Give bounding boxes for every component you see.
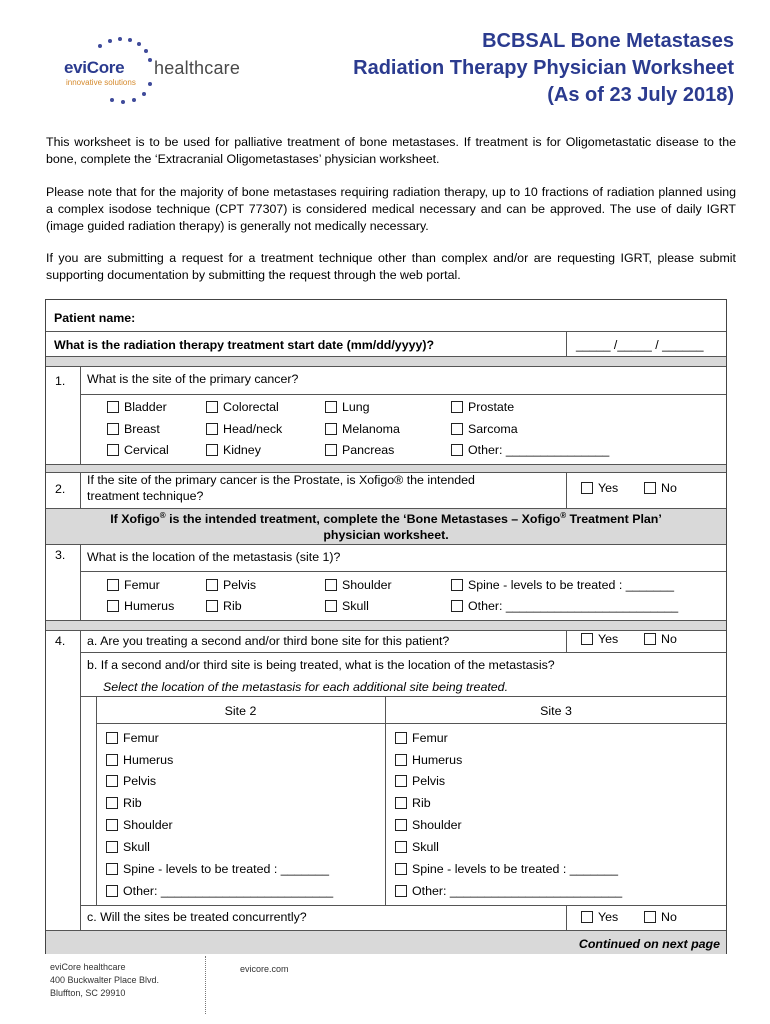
q2-number: 2. xyxy=(55,482,66,496)
site-3-option-label: Skull xyxy=(412,840,439,854)
q1-site-option-label: Other: _______________ xyxy=(468,443,610,457)
q2-text-line-1: If the site of the primary cancer is the Prostate, is Xofigo® the intended xyxy=(87,473,475,487)
site-3-checkbox[interactable] xyxy=(395,885,407,897)
q3-location-option-label: Spine - levels to be treated : _______ xyxy=(468,578,674,592)
start-date-question: What is the radiation therapy treatment start date (mm/dd/yyyy)? xyxy=(54,338,435,352)
site-3-checkbox[interactable] xyxy=(395,863,407,875)
site-2-option-label: Humerus xyxy=(123,753,174,767)
site-3-option-label: Pelvis xyxy=(412,774,446,788)
site-3-option-label: Other: _________________________ xyxy=(412,884,623,898)
site-3-checkbox[interactable] xyxy=(395,797,407,809)
q1-site-option-label: Sarcoma xyxy=(468,422,518,436)
q3-location-option-label: Humerus xyxy=(124,599,175,613)
q1-site-option-label: Colorectal xyxy=(223,400,279,414)
q3-location-checkbox[interactable] xyxy=(107,579,119,591)
q1-text: What is the site of the primary cancer? xyxy=(87,372,299,386)
site-2-header: Site 2 xyxy=(224,704,257,718)
q3-location-option-label: Pelvis xyxy=(223,578,257,592)
q4b-text: b. If a second and/or third site is being treated, what is the location of the metastasis? xyxy=(87,658,555,672)
q3-location-option-label: Other: _________________________ xyxy=(468,599,679,613)
xofigo-note-line-2: physician worksheet. xyxy=(323,528,449,542)
site-2-option-label: Skull xyxy=(123,840,150,854)
q1-site-checkbox[interactable] xyxy=(325,423,337,435)
q4c-yes-checkbox[interactable] xyxy=(581,911,593,923)
q3-location-checkbox[interactable] xyxy=(107,600,119,612)
q1-site-checkbox[interactable] xyxy=(107,444,119,456)
q2-yes-label: Yes xyxy=(598,481,619,495)
q2-no-checkbox[interactable] xyxy=(644,482,656,494)
q1-site-checkbox[interactable] xyxy=(451,423,463,435)
registered-mark: ® xyxy=(159,511,166,520)
q3-location-option-label: Skull xyxy=(342,599,369,613)
evicore-logo xyxy=(60,36,260,108)
xofigo-note-part-a: If Xofigo xyxy=(110,512,160,527)
q3-location-checkbox[interactable] xyxy=(206,579,218,591)
document-title xyxy=(353,28,734,109)
q1-site-option-label: Lung xyxy=(342,400,370,414)
xofigo-note-part-c: Treatment Plan’ xyxy=(566,512,662,527)
site-2-option-label: Shoulder xyxy=(123,818,173,832)
site-3-option-label: Femur xyxy=(412,731,448,745)
logo-brand-suffix: healthcare xyxy=(154,58,241,78)
site-3-checkbox[interactable] xyxy=(395,732,407,744)
site-2-checkbox[interactable] xyxy=(106,885,118,897)
q1-site-option-label: Cervical xyxy=(124,443,169,457)
q1-site-checkbox[interactable] xyxy=(206,401,218,413)
site-2-checkbox[interactable] xyxy=(106,841,118,853)
q1-site-option-label: Head/neck xyxy=(223,422,283,436)
q1-site-checkbox[interactable] xyxy=(325,401,337,413)
q1-site-option-label: Kidney xyxy=(223,443,261,457)
q3-location-checkbox[interactable] xyxy=(451,579,463,591)
site-3-option-label: Shoulder xyxy=(412,818,462,832)
q1-site-checkbox[interactable] xyxy=(206,444,218,456)
footer-website[interactable]: evicore.com xyxy=(240,964,289,974)
q3-location-option-label: Rib xyxy=(223,599,242,613)
site-2-checkbox[interactable] xyxy=(106,797,118,809)
site-2-checkbox[interactable] xyxy=(106,863,118,875)
separator-band xyxy=(46,464,726,472)
site-2-option-label: Spine - levels to be treated : _______ xyxy=(123,862,329,876)
intro-paragraph-2: Please note that for the majority of bone metastases requiring radiation therapy, up to 10 fractions of radiation planned using a complex isodose technique (CPT 77307) is considered medical necessary and can be approved. The use of daily IGRT (image guided radiation therapy) is generally not medically necessary. xyxy=(46,185,736,233)
title-line-3: (As of 23 July 2018) xyxy=(547,84,734,106)
site-3-checkbox[interactable] xyxy=(395,841,407,853)
footer-address xyxy=(50,961,159,1000)
q1-site-checkbox[interactable] xyxy=(451,401,463,413)
site-2-checkbox[interactable] xyxy=(106,754,118,766)
q1-site-checkbox[interactable] xyxy=(325,444,337,456)
xofigo-note-part-b: is the intended treatment, complete the ‘Bone Metastases – Xofigo xyxy=(165,512,561,527)
q1-site-option-label: Pancreas xyxy=(342,443,395,457)
site-2-option-label: Pelvis xyxy=(123,774,157,788)
site-3-checkbox[interactable] xyxy=(395,775,407,787)
footer-divider xyxy=(205,956,206,1014)
patient-name-label: Patient name: xyxy=(54,311,136,325)
q4-number: 4. xyxy=(55,634,66,648)
q3-location-option-label: Femur xyxy=(124,578,160,592)
site-3-option-label: Humerus xyxy=(412,753,463,767)
q3-location-option-label: Shoulder xyxy=(342,578,392,592)
worksheet-form xyxy=(45,299,727,954)
q1-site-option-label: Melanoma xyxy=(342,422,400,436)
site-3-option-label: Rib xyxy=(412,796,431,810)
footer-street: 400 Buckwalter Place Blvd. xyxy=(50,975,160,985)
q1-site-checkbox[interactable] xyxy=(107,401,119,413)
q2-yes-checkbox[interactable] xyxy=(581,482,593,494)
q3-location-checkbox[interactable] xyxy=(325,600,337,612)
q1-site-option-label: Bladder xyxy=(124,400,167,414)
site-3-checkbox[interactable] xyxy=(395,754,407,766)
intro-paragraph-3: If you are submitting a request for a treatment technique other than complex and/or are requesting IGRT, please submit supporting documentation by submitting the request through the web portal. xyxy=(46,251,736,282)
q4a-no-checkbox[interactable] xyxy=(644,633,656,645)
site-2-checkbox[interactable] xyxy=(106,819,118,831)
logo-tagline: innovative solutions xyxy=(66,78,136,87)
site-3-header: Site 3 xyxy=(540,704,572,718)
q4a-text: a. Are you treating a second and/or third bone site for this patient? xyxy=(87,634,450,648)
q3-location-checkbox[interactable] xyxy=(206,600,218,612)
site-2-checkbox[interactable] xyxy=(106,775,118,787)
footer-city: Bluffton, SC 29910 xyxy=(50,988,126,998)
q3-location-checkbox[interactable] xyxy=(325,579,337,591)
q4c-yes-label: Yes xyxy=(598,910,619,924)
q2-text-line-2: treatment technique? xyxy=(87,489,204,503)
q4b-instruction: Select the location of the metastasis for each additional site being treated. xyxy=(103,680,509,694)
separator-band xyxy=(46,356,726,366)
site-3-option-label: Spine - levels to be treated : _______ xyxy=(412,862,618,876)
q2-no-label: No xyxy=(661,481,677,495)
q4a-no-label: No xyxy=(661,632,677,646)
logo-brand-name: eviCore xyxy=(64,58,125,77)
site-2-option-label: Rib xyxy=(123,796,142,810)
q1-number: 1. xyxy=(55,374,66,388)
q4c-text: c. Will the sites be treated concurrently? xyxy=(87,910,307,924)
q4a-yes-checkbox[interactable] xyxy=(581,633,593,645)
site-2-checkbox[interactable] xyxy=(106,732,118,744)
q3-location-checkbox[interactable] xyxy=(451,600,463,612)
q1-site-checkbox[interactable] xyxy=(206,423,218,435)
q1-site-option-label: Breast xyxy=(124,422,160,436)
intro-paragraph-1: This worksheet is to be used for palliative treatment of bone metastases. If treatment is for Oligometastatic disease to the bone, complete the ‘Extracranial Oligometastases’ physician worksheet. xyxy=(46,135,736,166)
q1-site-option-label: Prostate xyxy=(468,400,515,414)
site-2-option-label: Femur xyxy=(123,731,159,745)
q4c-no-label: No xyxy=(661,910,677,924)
title-line-1: BCBSAL Bone Metastases xyxy=(482,30,734,52)
q1-site-checkbox[interactable] xyxy=(107,423,119,435)
q3-text: What is the location of the metastasis (site 1)? xyxy=(87,550,341,564)
q3-number: 3. xyxy=(55,548,66,562)
registered-mark: ® xyxy=(560,511,567,520)
q4c-no-checkbox[interactable] xyxy=(644,911,656,923)
xofigo-note-line-1 xyxy=(46,511,726,526)
title-line-2: Radiation Therapy Physician Worksheet xyxy=(353,57,734,79)
separator-band xyxy=(46,620,726,630)
footer-company: eviCore healthcare xyxy=(50,962,126,972)
site-3-checkbox[interactable] xyxy=(395,819,407,831)
q1-site-checkbox[interactable] xyxy=(451,444,463,456)
continued-note: Continued on next page xyxy=(578,937,720,951)
site-2-option-label: Other: _________________________ xyxy=(123,884,334,898)
start-date-field[interactable]: _____ /_____ / ______ xyxy=(576,338,704,352)
q4a-yes-label: Yes xyxy=(598,632,619,646)
